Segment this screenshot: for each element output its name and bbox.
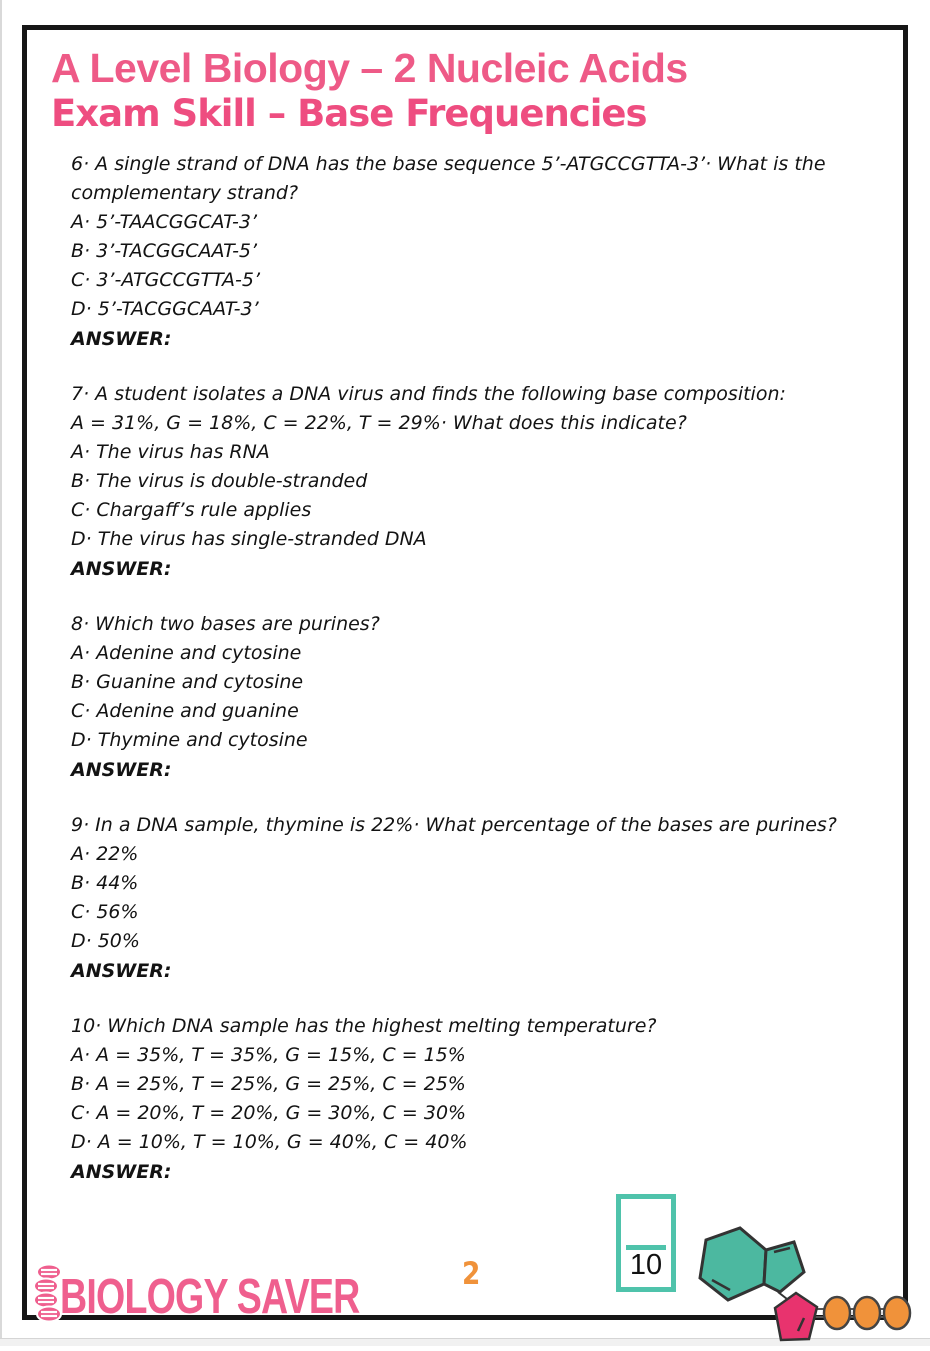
- viewer-edge-left: [0, 0, 2, 1346]
- question-option: B· A = 25%, T = 25%, G = 25%, C = 25%: [71, 1072, 466, 1095]
- question-option: C· 3’-ATGCCGTTA-5’: [71, 268, 260, 291]
- question-option: B· Guanine and cytosine: [71, 670, 304, 693]
- question-prompt-line: 6· A single strand of DNA has the base sequence 5’-ATGCCGTTA-3’· What is the: [71, 152, 826, 175]
- question-option: A· 22%: [71, 842, 139, 865]
- question-option: C· 56%: [71, 900, 139, 923]
- page-title: A Level Biology – 2 Nucleic Acids: [51, 45, 688, 91]
- answer-label: ANSWER:: [71, 758, 172, 781]
- page-subtitle: Exam Skill – Base Frequencies: [51, 92, 647, 136]
- question-option: D· The virus has single-stranded DNA: [71, 527, 427, 550]
- question-option: D· 50%: [71, 929, 140, 952]
- question-option: A· Adenine and cytosine: [71, 641, 302, 664]
- question-7: [71, 380, 883, 584]
- biology-saver-logo: [34, 1264, 434, 1327]
- question-option: C· Chargaff’s rule applies: [71, 498, 312, 521]
- page-number: 2: [462, 1256, 481, 1292]
- score-box: [616, 1194, 676, 1292]
- question-prompt-line: A = 31%, G = 18%, C = 22%, T = 29%· What does this indicate?: [71, 411, 687, 434]
- question-option: B· 44%: [71, 871, 139, 894]
- question-8: [71, 610, 883, 785]
- question-prompt-line: 9· In a DNA sample, thymine is 22%· What percentage of the bases are purines?: [71, 813, 837, 836]
- worksheet-page: [22, 25, 908, 1324]
- answer-label: ANSWER:: [71, 327, 172, 350]
- question-option: C· A = 20%, T = 20%, G = 30%, C = 30%: [71, 1101, 467, 1124]
- logo-text: BIOLOGY SAVER: [60, 1267, 360, 1324]
- answer-label: ANSWER:: [71, 1160, 172, 1183]
- question-prompt-line: complementary strand?: [71, 181, 299, 204]
- viewer-edge-bottom: [0, 1338, 930, 1346]
- question-option: A· A = 35%, T = 35%, G = 15%, C = 15%: [71, 1043, 466, 1066]
- question-option: B· The virus is double-stranded: [71, 469, 368, 492]
- question-list: [71, 150, 883, 1187]
- question-6: [71, 150, 883, 354]
- answer-label: ANSWER:: [71, 557, 172, 580]
- question-option: C· Adenine and guanine: [71, 699, 299, 722]
- question-10: [71, 1012, 883, 1187]
- answer-label: ANSWER:: [71, 959, 172, 982]
- question-prompt-line: 8· Which two bases are purines?: [71, 612, 380, 635]
- score-total: 10: [629, 1249, 663, 1281]
- question-option: D· Thymine and cytosine: [71, 728, 308, 751]
- question-prompt-line: 10· Which DNA sample has the highest melting temperature?: [71, 1014, 657, 1037]
- question-option: A· The virus has RNA: [71, 440, 270, 463]
- question-9: [71, 811, 883, 986]
- question-option: D· 5’-TACGGCAAT-3’: [71, 297, 259, 320]
- question-option: D· A = 10%, T = 10%, G = 40%, C = 40%: [71, 1130, 468, 1153]
- question-option: B· 3’-TACGGCAAT-5’: [71, 239, 258, 262]
- question-option: A· 5’-TAACGGCAT-3’: [71, 210, 258, 233]
- question-prompt-line: 7· A student isolates a DNA virus and finds the following base composition:: [71, 382, 786, 405]
